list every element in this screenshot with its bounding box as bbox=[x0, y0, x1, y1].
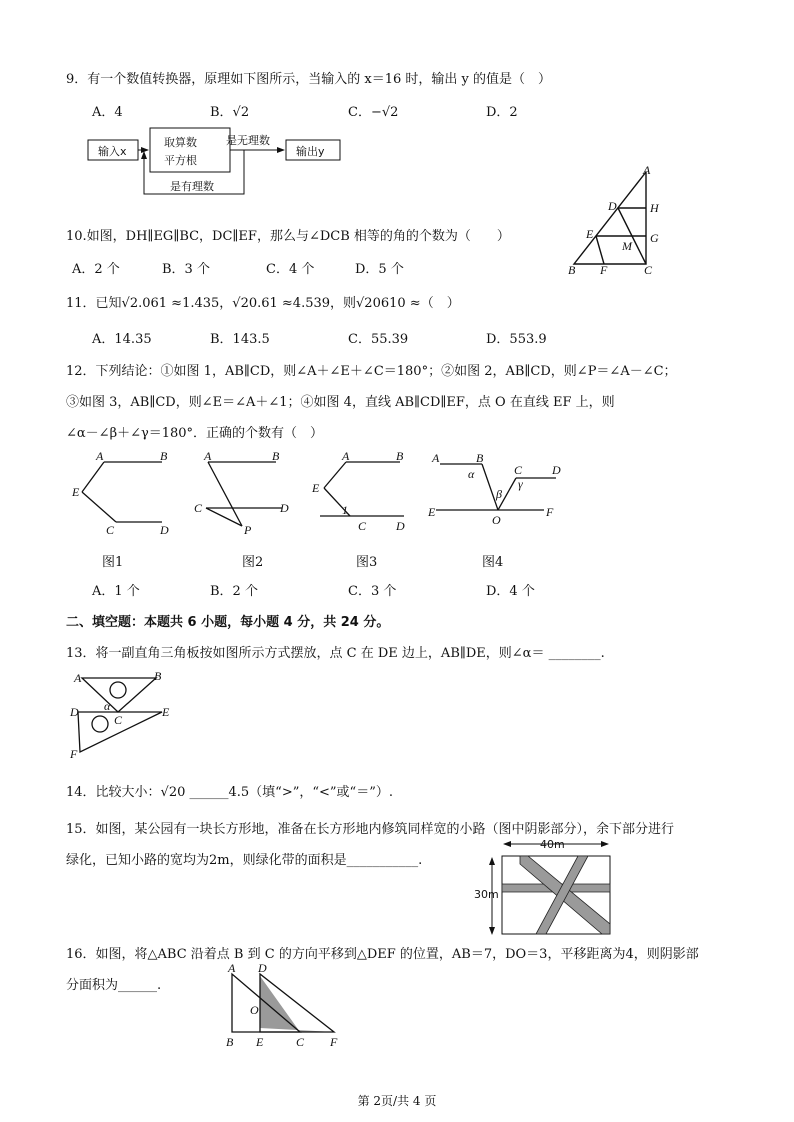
q12-caption-2: 图2 bbox=[242, 555, 264, 570]
flow-input-label: 输入x bbox=[98, 145, 127, 158]
q10-label-g: G bbox=[650, 231, 659, 245]
q13-figure bbox=[66, 668, 176, 761]
q9-option-b: B．√2 bbox=[210, 105, 250, 120]
fig4-label-beta: β bbox=[496, 487, 502, 501]
fig2-label-b: B bbox=[272, 449, 280, 463]
fig3-label-c: C bbox=[358, 519, 367, 533]
fig4-label-c: C bbox=[514, 463, 523, 477]
q10-option-c: C．4 个 bbox=[266, 262, 315, 277]
q16-line-2: 分面积为______. bbox=[66, 978, 162, 993]
flow-process-label-1: 取算数 bbox=[164, 136, 197, 149]
q11-option-a: A．14.35 bbox=[92, 332, 152, 347]
fig2-label-a: A bbox=[204, 449, 212, 463]
q12-option-c: C．3 个 bbox=[348, 584, 397, 599]
fig1-label-a: A bbox=[96, 449, 104, 463]
flow-process-label-2: 平方根 bbox=[164, 154, 197, 167]
q13-stem: 13．将一副直角三角板按如图所示方式摆放，点 C 在 DE 边上，AB∥DE，则∠α＝ ________. bbox=[66, 646, 605, 661]
q9-flowchart bbox=[84, 122, 444, 202]
q12-figure-2 bbox=[186, 448, 306, 538]
fig1-label-e: E bbox=[72, 485, 80, 499]
q12-figure-1 bbox=[66, 448, 176, 538]
q11-option-c: C．55.39 bbox=[348, 332, 409, 347]
q10-label-f: F bbox=[600, 263, 608, 277]
q10-option-d: D．5 个 bbox=[355, 262, 404, 277]
q15-line-2: 绿化，已知小路的宽均为2m，则绿化带的面积是___________. bbox=[66, 853, 423, 868]
fig4-label-gamma: γ bbox=[518, 477, 523, 491]
fig3-label-a: A bbox=[342, 449, 350, 463]
fig4-label-o: O bbox=[492, 513, 501, 527]
fig3-label-d: D bbox=[396, 519, 405, 533]
q13-label-c: C bbox=[114, 713, 123, 727]
q12-caption-4: 图4 bbox=[482, 555, 504, 570]
q12-option-a: A．1 个 bbox=[92, 584, 140, 599]
q10-label-b: B bbox=[568, 263, 576, 277]
q10-label-m: M bbox=[622, 239, 632, 253]
q12-figure-3 bbox=[304, 448, 414, 538]
q13-label-b: B bbox=[154, 669, 162, 683]
q13-label-f: F bbox=[70, 747, 78, 761]
q12-caption-3: 图3 bbox=[356, 555, 378, 570]
fig1-label-d: D bbox=[160, 523, 169, 537]
q11-option-b: B．143.5 bbox=[210, 332, 270, 347]
fig4-label-f: F bbox=[546, 505, 554, 519]
q11-stem: 11．已知√2.061 ≈1.435，√20.61 ≈4.539，则√20610 ≈（ ） bbox=[66, 296, 460, 311]
q9-option-d: D．2 bbox=[486, 105, 518, 120]
q11-option-d: D．553.9 bbox=[486, 332, 547, 347]
q10-label-e: E bbox=[586, 227, 594, 241]
q12-figure-4 bbox=[426, 448, 566, 538]
q16-label-d: D bbox=[258, 961, 267, 975]
q12-option-d: D．4 个 bbox=[486, 584, 535, 599]
fig4-label-a: A bbox=[432, 451, 440, 465]
q16-label-c: C bbox=[296, 1035, 305, 1049]
flow-top-arrow-label: 是无理数 bbox=[226, 134, 270, 147]
q16-label-a: A bbox=[228, 961, 236, 975]
q13-label-e: E bbox=[162, 705, 170, 719]
fig1-label-c: C bbox=[106, 523, 115, 537]
q14-stem: 14．比较大小：√20 ______4.5（填“>”，“<”或“＝”）. bbox=[66, 785, 393, 800]
q10-option-b: B．3 个 bbox=[162, 262, 210, 277]
q16-label-f: F bbox=[330, 1035, 338, 1049]
q13-label-d: D bbox=[70, 705, 79, 719]
q16-line-1: 16．如图，将△ABC 沿着点 B 到 C 的方向平移到△DEF 的位置，AB＝7，DO＝3，平移距离为4，则阴影部 bbox=[66, 947, 699, 962]
q10-figure bbox=[562, 164, 682, 284]
fig2-label-c: C bbox=[194, 501, 203, 515]
q15-height-label: 30m bbox=[474, 888, 499, 901]
q10-label-a: A bbox=[643, 163, 651, 177]
fig2-label-d: D bbox=[280, 501, 289, 515]
section-2-heading: 二、填空题：本题共 6 小题，每小题 4 分，共 24 分。 bbox=[66, 615, 390, 630]
q9-stem: 9．有一个数值转换器，原理如下图所示，当输入的 x＝16 时，输出 y 的值是（ ） bbox=[66, 72, 552, 87]
q16-label-b: B bbox=[226, 1035, 234, 1049]
fig4-label-b: B bbox=[476, 451, 484, 465]
q12-caption-1: 图1 bbox=[102, 555, 124, 570]
q10-label-d: D bbox=[608, 199, 617, 213]
q10-stem: 10.如图，DH∥EG∥BC，DC∥EF，那么与∠DCB 相等的角的个数为（ ） bbox=[66, 229, 510, 244]
q12-line-2: ③如图 3，AB∥CD，则∠E＝∠A＋∠1；④如图 4，直线 AB∥CD∥EF，点 O 在直线 EF 上，则 bbox=[66, 395, 615, 410]
fig3-label-b: B bbox=[396, 449, 404, 463]
fig1-label-b: B bbox=[160, 449, 168, 463]
q12-line-1: 12．下列结论：①如图 1，AB∥CD，则∠A＋∠E＋∠C＝180°；②如图 2，AB∥CD，则∠P＝∠A－∠C； bbox=[66, 364, 677, 379]
fig2-label-p: P bbox=[244, 523, 252, 537]
flow-output-label: 输出y bbox=[296, 145, 325, 158]
q15-width-label: 40m bbox=[540, 838, 565, 851]
q15-line-1: 15．如图，某公园有一块长方形地，准备在长方形地内修筑同样宽的小路（图中阴影部分），余下部分进行 bbox=[66, 822, 675, 837]
q12-line-3: ∠α－∠β＋∠γ＝180°．正确的个数有（ ） bbox=[66, 426, 324, 441]
fig3-label-1: 1 bbox=[342, 503, 348, 517]
q13-label-alpha: α bbox=[104, 699, 111, 713]
q12-option-b: B．2 个 bbox=[210, 584, 258, 599]
page-footer: 第 2页/共 4 页 bbox=[357, 1094, 437, 1108]
flow-bottom-arrow-label: 是有理数 bbox=[170, 180, 214, 193]
q10-label-c: C bbox=[644, 263, 653, 277]
q9-option-a: A．4 bbox=[92, 105, 123, 120]
fig4-label-d: D bbox=[552, 463, 561, 477]
fig4-label-e: E bbox=[428, 505, 436, 519]
q16-label-o: O bbox=[250, 1003, 259, 1017]
q13-label-a: A bbox=[74, 671, 82, 685]
fig4-label-alpha: α bbox=[468, 467, 475, 481]
q16-figure bbox=[222, 961, 352, 1056]
fig3-label-e: E bbox=[312, 481, 320, 495]
q16-label-e: E bbox=[256, 1035, 264, 1049]
q9-option-c: C．−√2 bbox=[348, 105, 399, 120]
q15-figure bbox=[474, 838, 614, 938]
q10-label-h: H bbox=[650, 201, 659, 215]
q10-option-a: A．2 个 bbox=[72, 262, 120, 277]
